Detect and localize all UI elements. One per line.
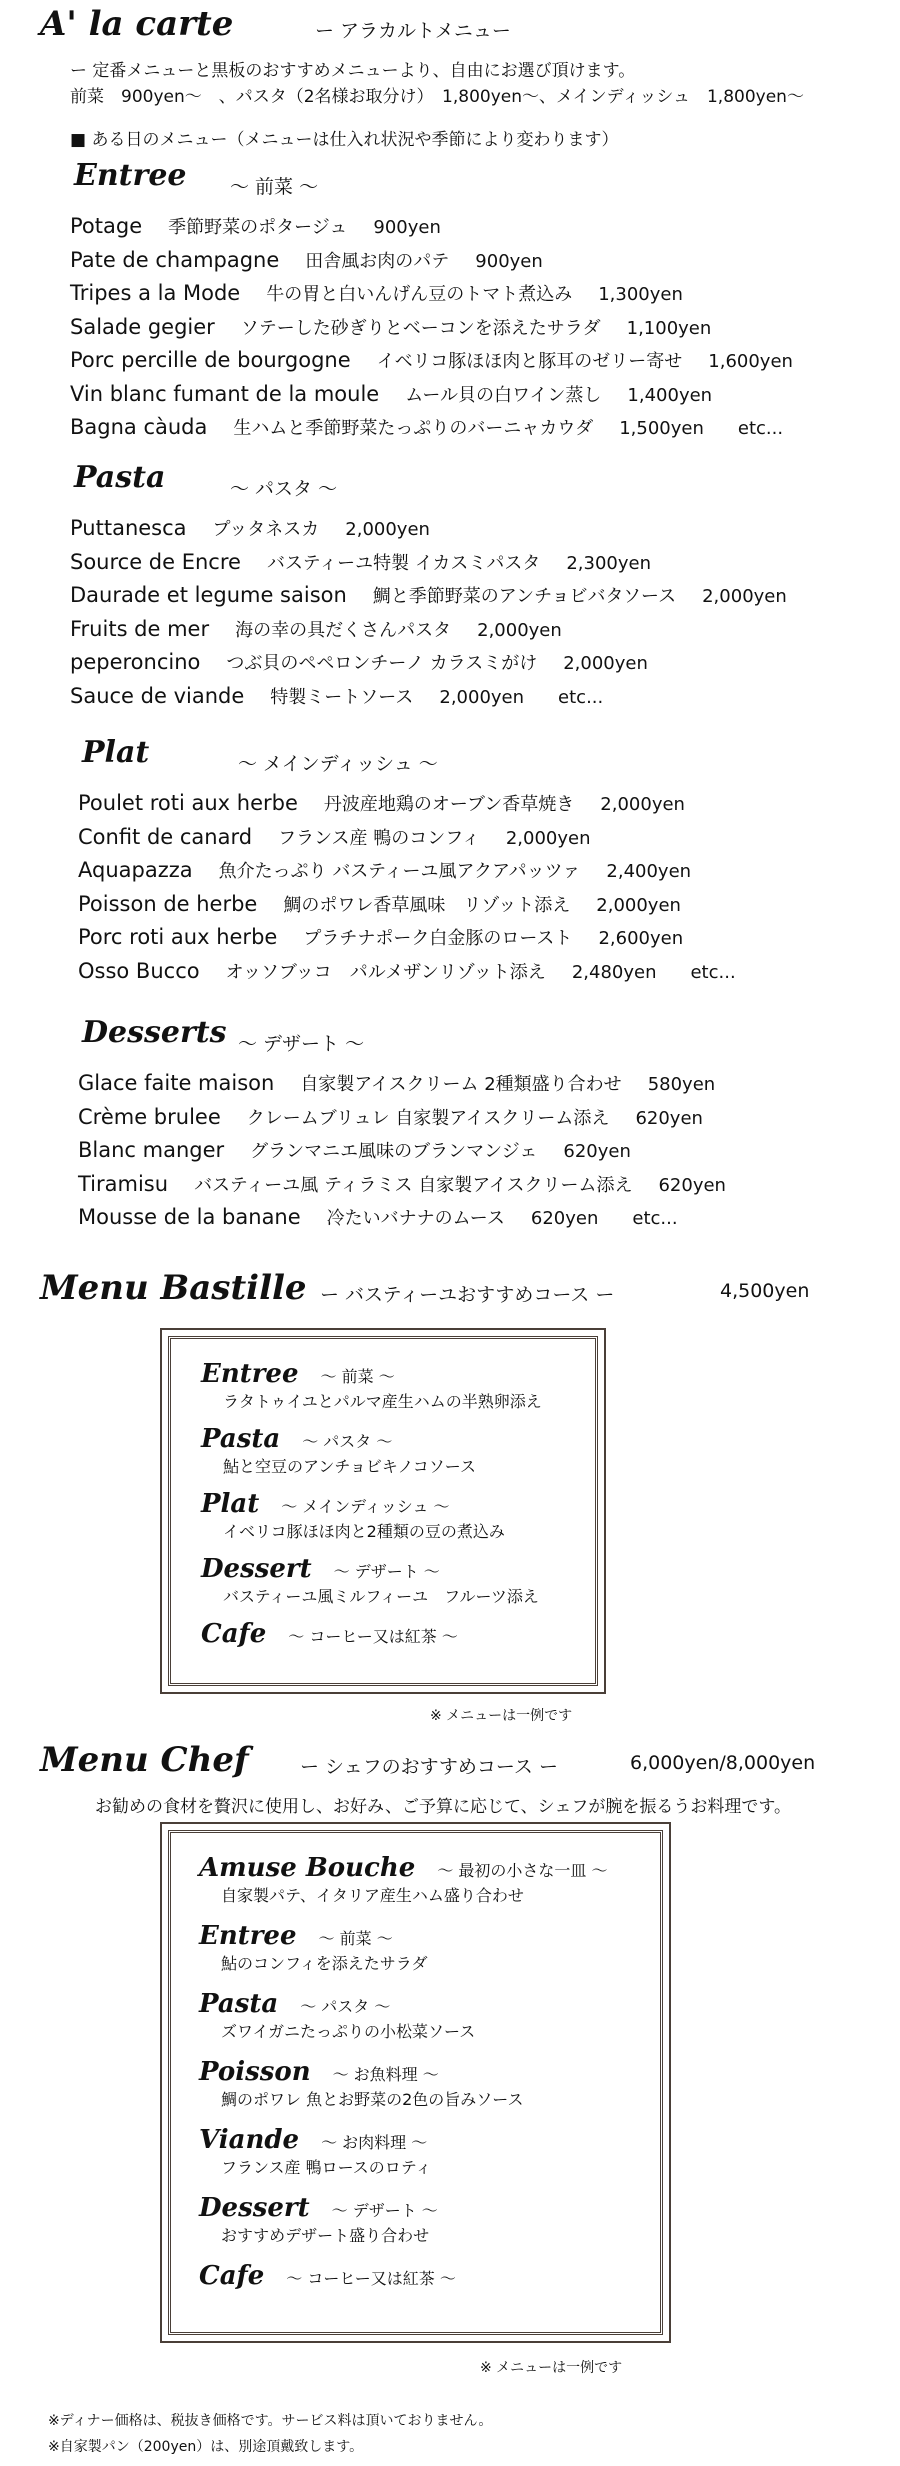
chef-intro: お勧めの食材を贅沢に使用し、お好み、ご予算に応じて、シェフが腕を振るうお料理です。	[95, 1797, 791, 1817]
menu-item	[78, 1101, 703, 1135]
course-title: Pasta	[199, 1989, 279, 2019]
menu-item-desc: フランス産 鴨のコンフィ	[278, 827, 480, 849]
menu-item-desc: 田舎風お肉のパテ	[305, 250, 450, 272]
menu-item-price: 620yen	[530, 1208, 599, 1229]
menu-item-desc: プッタネスカ	[212, 519, 320, 540]
menu-item	[70, 277, 683, 311]
course-desc: ズワイガニたっぷりの小松菜ソース	[221, 2022, 476, 2041]
course-desc: 鯛のポワレ 魚とお野菜の2色の旨みソース	[221, 2090, 524, 2109]
course-item	[201, 1359, 542, 1412]
course-subtitle: 〜 デザート 〜	[331, 2201, 438, 2220]
menu-item-desc: グランマニエ風味のブランマンジェ	[250, 1141, 538, 1162]
menu-item-desc: バスティーユ特製 イカスミパスタ	[266, 552, 541, 574]
menu-item	[78, 888, 681, 922]
menu-item	[78, 821, 591, 855]
menu-item-price: 2,000yen	[477, 619, 562, 641]
bastille-title: Menu Bastille	[40, 1268, 307, 1308]
menu-item	[78, 1067, 715, 1101]
menu-item-name: Salade gegier	[70, 314, 215, 339]
course-item	[199, 1853, 608, 1906]
menu-item-name: Porc roti aux herbe	[78, 925, 278, 949]
bastille-price: 4,500yen	[720, 1280, 810, 1302]
menu-item-name: Tiramisu	[78, 1171, 169, 1196]
menu-item-desc: 冷たいバナナのムース	[326, 1208, 505, 1229]
menu-item-name: Vin blanc fumant de la moule	[70, 381, 380, 406]
menu-item-name: Poisson de herbe	[78, 891, 258, 916]
menu-item-name: Source de Encre	[70, 549, 241, 574]
menu-item-desc: 牛の胃と白いんげん豆のトマト煮込み	[266, 284, 573, 305]
menu-item-desc: 魚介たっぷり バスティーユ風アクアパッツァ	[218, 861, 581, 882]
menu-item-desc: 季節野菜のポタージュ	[168, 217, 348, 238]
course-desc: フランス産 鴨ロースのロティ	[221, 2158, 432, 2177]
menu-item-desc: つぶ貝のペペロンチーノ カラスミがけ	[226, 653, 538, 674]
menu-item-name: Fruits de mer	[70, 616, 210, 641]
menu-item	[78, 921, 683, 955]
menu-item	[70, 646, 648, 680]
menu-item-name: Porc percille de bourgogne	[70, 348, 351, 372]
course-subtitle: 〜 お魚料理 〜	[332, 2065, 439, 2084]
course-desc: 鮎のコンフィを添えたサラダ	[221, 1954, 428, 1973]
menu-item-price: 2,000yen	[439, 686, 525, 708]
course-title: Viande	[199, 2125, 300, 2155]
menu-item-price: 1,300yen	[598, 284, 683, 305]
section-subtitle: 〜 メインディッシュ 〜	[238, 753, 438, 775]
menu-item	[70, 512, 430, 546]
menu-item-desc: ソテーした砂ぎりとベーコンを添えたサラダ	[240, 317, 601, 339]
menu-item-name: Glace faite maison	[78, 1071, 275, 1095]
course-title: Entree	[199, 1921, 297, 1951]
course-subtitle: 〜 コーヒー又は紅茶 〜	[286, 2269, 456, 2288]
course-subtitle: 〜 コーヒー又は紅茶 〜	[288, 1627, 458, 1646]
menu-item	[78, 1168, 726, 1202]
course-subtitle: 〜 パスタ 〜	[300, 1997, 391, 2016]
menu-item-etc: etc...	[737, 418, 784, 439]
course-desc: イベリコ豚ほほ肉と2種類の豆の煮込み	[223, 1522, 505, 1541]
menu-item-name: Blanc manger	[78, 1138, 225, 1162]
course-item	[201, 1554, 539, 1607]
course-desc: おすすめデザート盛り合わせ	[221, 2226, 430, 2245]
menu-item-price: 2,600yen	[598, 928, 684, 949]
menu-item-price: 1,400yen	[627, 384, 713, 406]
menu-item-price: 2,000yen	[702, 586, 787, 607]
menu-item-name: Tripes a la Mode	[70, 281, 241, 305]
menu-item-desc: 自家製アイスクリーム 2種類盛り合わせ	[300, 1074, 622, 1095]
course-title: Dessert	[201, 1554, 312, 1584]
course-subtitle: 〜 パスタ 〜	[302, 1432, 393, 1451]
menu-item-name: Bagna càuda	[70, 415, 208, 439]
course-desc: ラタトゥイユとパルマ産生ハムの半熟卵添え	[223, 1392, 542, 1411]
menu-item-price: 2,480yen	[571, 961, 657, 983]
course-desc: バスティーユ風ミルフィーユ フルーツ添え	[223, 1587, 539, 1606]
menu-item-name: Puttanesca	[70, 516, 187, 540]
chef-course-box	[168, 1830, 663, 2335]
section-subtitle: 〜 前菜 〜	[230, 176, 319, 198]
menu-item-name: Poulet roti aux herbe	[78, 791, 298, 815]
menu-item-etc: etc...	[690, 961, 736, 983]
section-title: Entree	[74, 158, 187, 193]
menu-item-name: Pate de champagne	[70, 247, 280, 272]
menu-item-desc: バスティーユ風 ティラミス 自家製アイスクリーム添え	[194, 1174, 633, 1196]
menu-item	[70, 244, 543, 278]
course-title: Cafe	[201, 1619, 267, 1649]
chef-price: 6,000yen/8,000yen	[630, 1752, 816, 1774]
menu-item	[70, 411, 783, 445]
menu-item-etc: etc...	[558, 686, 604, 708]
menu-item-price: 2,000yen	[563, 653, 648, 674]
alacarte-subtitle: ー アラカルトメニュー	[315, 20, 511, 42]
course-subtitle: 〜 前菜 〜	[320, 1367, 395, 1386]
menu-item-price: 620yen	[563, 1141, 631, 1162]
section-subtitle: 〜 パスタ 〜	[230, 478, 338, 500]
menu-item	[70, 210, 441, 244]
alacarte-title: A' la carte	[40, 4, 234, 44]
chef-subtitle: ー シェフのおすすめコース ー	[300, 1756, 558, 1778]
menu-item-name: Osso Bucco	[78, 958, 200, 983]
menu-item	[78, 854, 691, 888]
menu-item-price: 1,500yen	[619, 418, 704, 439]
course-title: Cafe	[199, 2261, 265, 2291]
chef-title: Menu Chef	[40, 1740, 249, 1780]
alacarte-intro-1: ー 定番メニューと黒板のおすすめメニューより、自由にお選び頂けます。	[70, 61, 636, 81]
menu-item	[78, 955, 736, 989]
course-subtitle: 〜 お肉料理 〜	[321, 2133, 428, 2152]
alacarte-note: ■ ある日のメニュー（メニューは仕入れ状況や季節により変わります）	[70, 130, 619, 150]
menu-item-price: 580yen	[647, 1074, 716, 1095]
menu-item-price: 2,300yen	[566, 552, 652, 574]
section-subtitle: 〜 デザート 〜	[238, 1033, 365, 1055]
course-desc: 鮎と空豆のアンチョビキノコソース	[223, 1457, 476, 1476]
menu-item-name: peperoncino	[70, 650, 201, 674]
course-desc: 自家製パテ、イタリア産生ハム盛り合わせ	[221, 1886, 524, 1905]
menu-item	[70, 613, 562, 647]
menu-item-name: Potage	[70, 214, 143, 238]
menu-item	[70, 378, 712, 412]
menu-item-desc: 鯛と季節野菜のアンチョビバタソース	[372, 586, 677, 607]
menu-item-price: 2,000yen	[345, 519, 430, 540]
bastille-note: ※ メニューは一例です	[430, 1708, 573, 1724]
menu-item-desc: クレームブリュレ 自家製アイスクリーム添え	[246, 1107, 610, 1129]
menu-item-desc: 特製ミートソース	[270, 686, 414, 708]
course-subtitle: 〜 デザート 〜	[333, 1562, 440, 1581]
section-title: Pasta	[74, 460, 166, 495]
menu-item-desc: オッソブッコ パルメザンリゾット添え	[225, 961, 546, 983]
menu-item-price: 2,400yen	[606, 861, 692, 882]
menu-item-name: Mousse de la banane	[78, 1205, 301, 1229]
course-item	[199, 1989, 475, 2042]
course-subtitle: 〜 前菜 〜	[318, 1929, 393, 1948]
menu-item	[70, 344, 793, 378]
course-title: Entree	[201, 1359, 299, 1389]
menu-item-price: 1,600yen	[708, 351, 793, 372]
course-item	[199, 2261, 456, 2291]
menu-item-desc: 海の幸の具だくさんパスタ	[235, 619, 452, 641]
menu-item	[78, 1134, 631, 1168]
course-item	[199, 1921, 428, 1974]
menu-item	[70, 579, 787, 613]
course-subtitle: 〜 最初の小さな一皿 〜	[437, 1861, 608, 1880]
section-title: Plat	[82, 735, 150, 770]
course-title: Poisson	[199, 2057, 311, 2087]
menu-item-desc: 鯛のポワレ香草風味 リゾット添え	[283, 894, 571, 916]
menu-item-desc: ムール貝の白ワイン蒸し	[405, 384, 602, 406]
menu-item-desc: 丹波産地鶏のオーブン香草焼き	[323, 794, 575, 815]
menu-item-name: Confit de canard	[78, 824, 253, 849]
menu-item-etc: etc...	[632, 1208, 678, 1229]
menu-item-price: 2,000yen	[600, 794, 685, 815]
menu-item	[70, 546, 651, 580]
menu-item-price: 2,000yen	[596, 894, 681, 916]
menu-item	[70, 680, 603, 714]
section-title: Desserts	[82, 1015, 227, 1050]
menu-item-price: 2,000yen	[505, 827, 591, 849]
menu-item-name: Daurade et legume saison	[70, 583, 347, 607]
footer-line-2: ※自家製パン（200yen）は、別途頂戴致します。	[48, 2439, 364, 2455]
menu-item-price: 900yen	[373, 217, 441, 238]
course-title: Dessert	[199, 2193, 310, 2223]
course-item	[199, 2125, 432, 2178]
course-item	[201, 1619, 458, 1649]
menu-item-name: Aquapazza	[78, 858, 193, 882]
menu-item-desc: 生ハムと季節野菜たっぷりのバーニャカウダ	[233, 418, 594, 439]
menu-item-price: 1,100yen	[626, 317, 712, 339]
bastille-course-box	[168, 1336, 598, 1686]
menu-item-price: 620yen	[635, 1107, 703, 1129]
menu-item	[78, 1201, 678, 1235]
menu-item-price: 620yen	[658, 1174, 726, 1196]
menu-item-desc: プラチナポーク白金豚のロースト	[303, 928, 573, 949]
menu-item-name: Sauce de viande	[70, 683, 245, 708]
menu-item-price: 900yen	[475, 250, 543, 272]
menu-item-desc: イベリコ豚ほほ肉と豚耳のゼリー寄せ	[376, 351, 683, 372]
course-title: Pasta	[201, 1424, 281, 1454]
chef-note: ※ メニューは一例です	[480, 2360, 623, 2376]
course-item	[199, 2057, 523, 2110]
alacarte-intro-2: 前菜 900yen〜 、パスタ（2名様お取分け） 1,800yen〜、メインディッシュ 1,800yen〜	[70, 87, 804, 107]
course-title: Plat	[201, 1489, 260, 1519]
bastille-subtitle: ー バスティーユおすすめコース ー	[320, 1284, 615, 1306]
course-item	[199, 2193, 438, 2246]
menu-item	[70, 311, 711, 345]
footer-line-1: ※ディナー価格は、税抜き価格です。サービス料は頂いておりません。	[48, 2413, 493, 2429]
course-title: Amuse Bouche	[199, 1853, 416, 1883]
course-item	[201, 1424, 476, 1477]
menu-item-name: Crème brulee	[78, 1104, 221, 1129]
menu-item	[78, 787, 685, 821]
course-item	[201, 1489, 505, 1542]
course-subtitle: 〜 メインディッシュ 〜	[281, 1497, 450, 1516]
